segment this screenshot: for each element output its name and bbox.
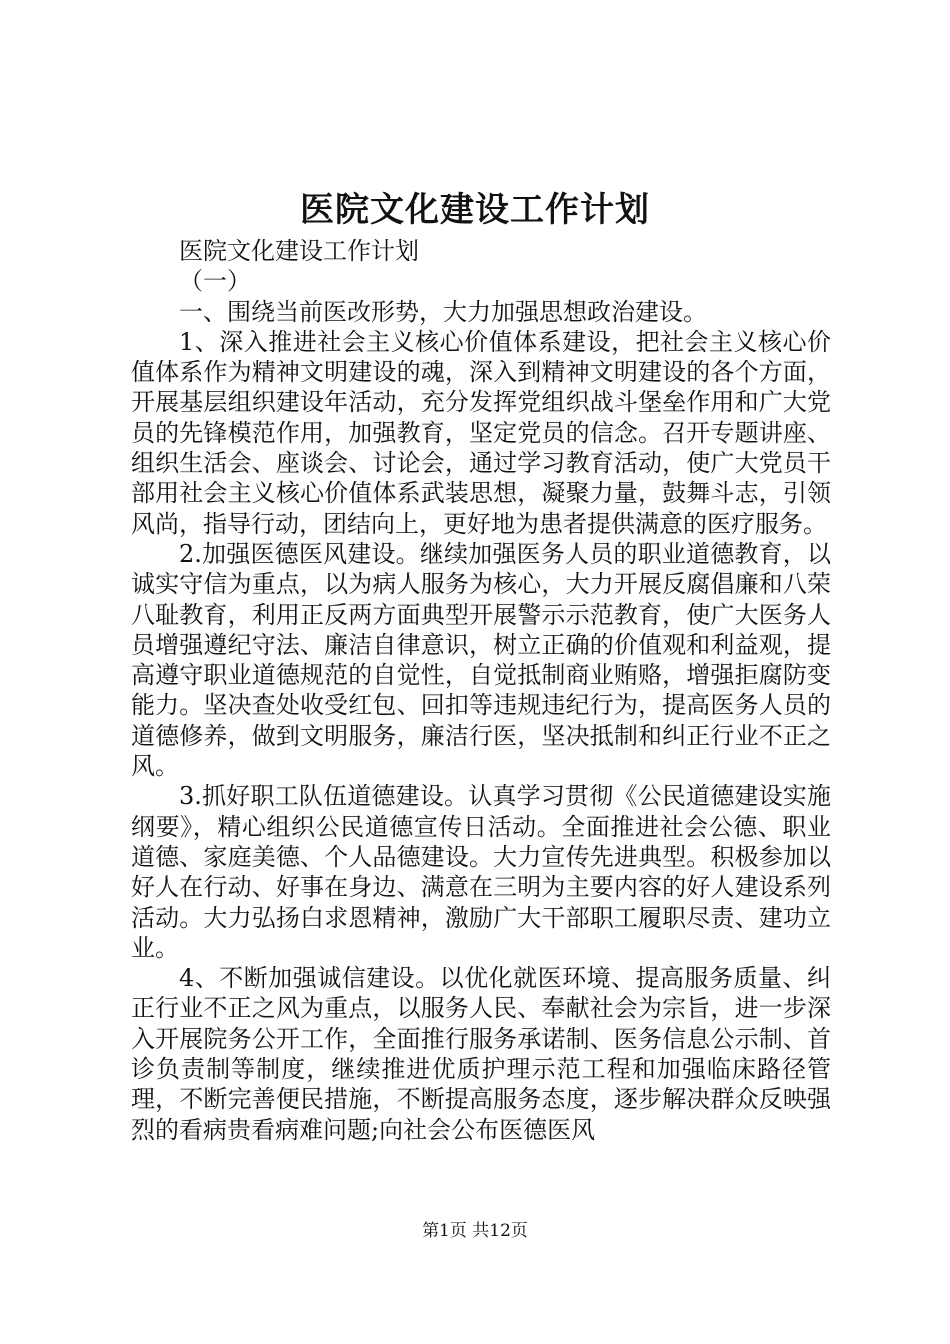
document-body	[131, 236, 831, 1145]
body-paragraph: 1、深入推进社会主义核心价值体系建设，把社会主义核心价值体系作为精神文明建设的魂，深入到精神文明建设的各个方面，开展基层组织建设年活动，充分发挥党组织战斗堡垒作用和广大党员的先锋模范作用，加强教育，坚定党员的信念。召开专题讲座、组织生活会、座谈会、讨论会，通过学习教育活动，使广大党员干部用社会主义核心价值体系武装思想，凝聚力量，鼓舞斗志，引领风尚，指导行动，团结向上，更好地为患者提供满意的医疗服务。	[131, 327, 831, 538]
subtitle-paragraph: 医院文化建设工作计划	[179, 237, 419, 265]
section-marker-paragraph: （一）	[179, 267, 251, 296]
document-title: 医院文化建设工作计划	[300, 190, 650, 230]
body-paragraph: 2.加强医德医风建设。继续加强医务人员的职业道德教育，以诚实守信为重点，以为病人服务为核心，大力开展反腐倡廉和八荣八耻教育，利用正反两方面典型开展警示示范教育，使广大医务人员增强遵纪守法、廉洁自律意识，树立正确的价值观和利益观，提高遵守职业道德规范的自觉性，自觉抵制商业贿赂，增强拒腐防变能力。坚决查处收受红包、回扣等违规违纪行为，提高医务人员的道德修养，做到文明服务，廉洁行医，坚决抵制和纠正行业不正之风。	[131, 539, 831, 781]
heading-paragraph: 一、围绕当前医改形势，大力加强思想政治建设。	[179, 297, 707, 326]
page-footer: 第1页 共12页	[422, 1221, 528, 1241]
body-paragraph: 4、不断加强诚信建设。以优化就医环境、提高服务质量、纠正行业不正之风为重点，以服务人民、奉献社会为宗旨，进一步深入开展院务公开工作，全面推行服务承诺制、医务信息公示制、首诊负责制等制度，继续推进优质护理示范工程和加强临床路径管理，不断完善便民措施，不断提高服务态度，逐步解决群众反映强烈的看病贵看病难问题;向社会公布医德医风	[131, 964, 831, 1144]
body-paragraph: 3.抓好职工队伍道德建设。认真学习贯彻《公民道德建设实施纲要》，精心组织公民道德宣传日活动。全面推进社会公德、职业道德、家庭美德、个人品德建设。大力宣传先进典型。积极参加以好人在行动、好事在身边、满意在三明为主要内容的好人建设系列活动。大力弘扬白求恩精神，激励广大干部职工履职尽责、建功立业。	[131, 782, 831, 962]
